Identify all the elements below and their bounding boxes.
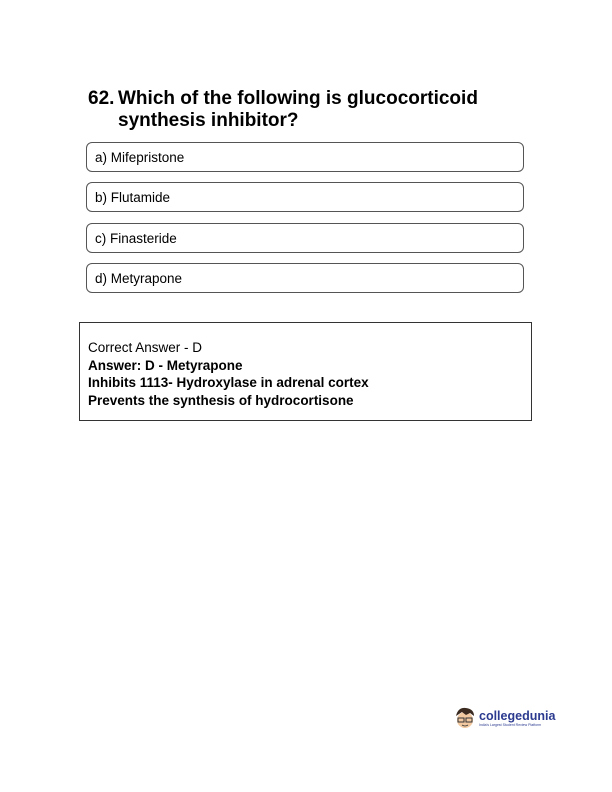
answer-line: Answer: D - Metyrapone: [88, 357, 243, 373]
question-text: Which of the following is glucocorticoid synthesis inhibitor?: [118, 88, 478, 131]
option-c[interactable]: c) Finasteride: [86, 223, 524, 253]
logo-name: collegedunia: [479, 708, 556, 723]
mascot-icon: [454, 706, 476, 730]
logo-tagline: India's Largest Student Review Platform: [479, 722, 542, 727]
explanation-line: Prevents the synthesis of hydrocortisone: [88, 392, 354, 408]
option-a[interactable]: a) Mifepristone: [86, 142, 524, 172]
option-b[interactable]: b) Flutamide: [86, 182, 524, 212]
question-number: 62.: [88, 88, 115, 109]
explanation-line: Inhibits 1113- Hydroxylase in adrenal cortex: [88, 375, 369, 390]
collegedunia-logo: [454, 706, 555, 730]
correct-answer: Correct Answer - D: [88, 340, 203, 355]
option-d[interactable]: d) Metyrapone: [86, 263, 524, 293]
answer-box: [79, 322, 532, 421]
